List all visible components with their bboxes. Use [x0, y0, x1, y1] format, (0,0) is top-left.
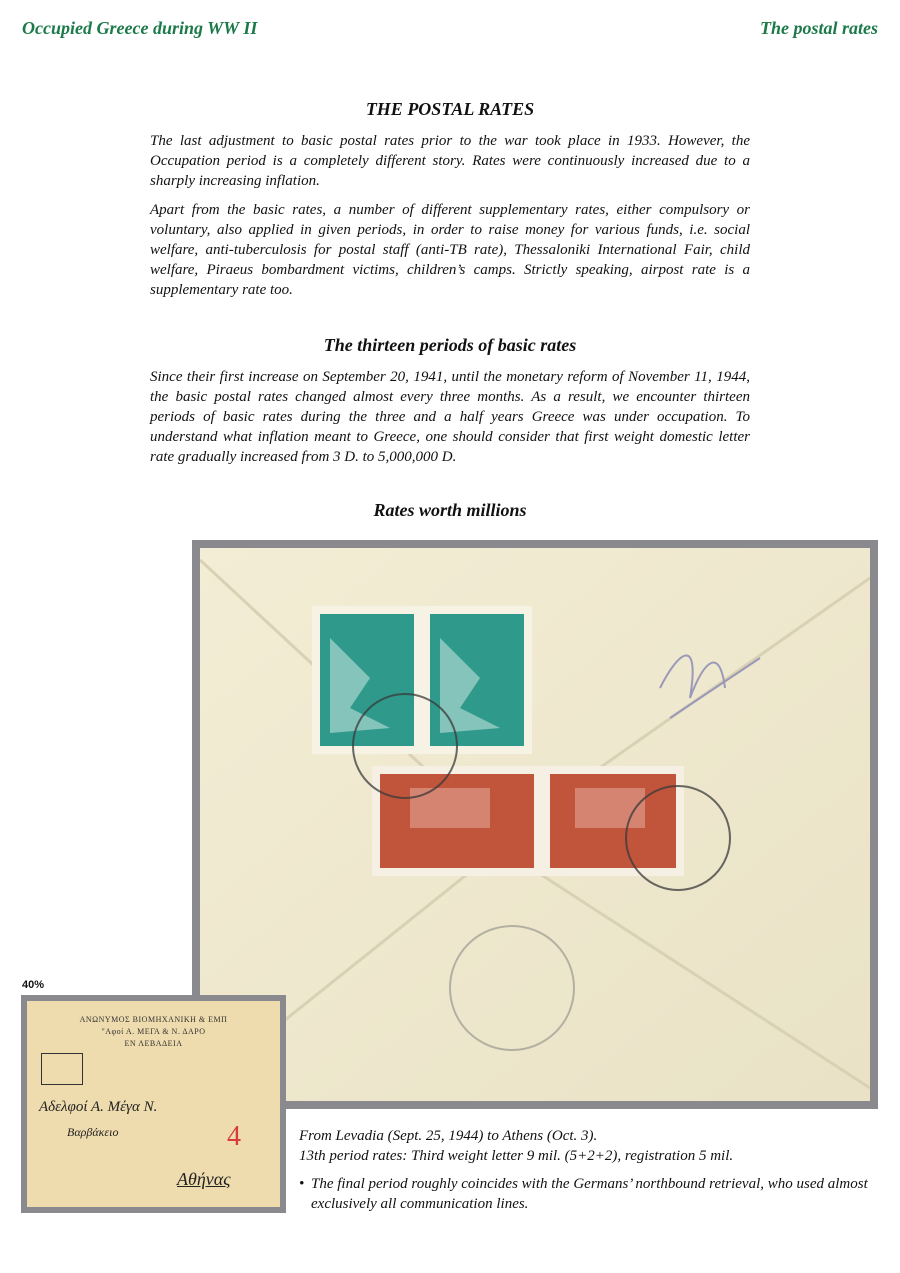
cover-back-frame [192, 540, 878, 1109]
cover-back-image [200, 548, 870, 1101]
thumbnail-address-line2: Βαρβάκειο [67, 1125, 119, 1139]
section-title-rates-worth-millions: Rates worth millions [373, 500, 527, 520]
bullet-dot-icon: • [299, 1176, 305, 1192]
section-title-thirteen-periods: The thirteen periods of basic rates [323, 335, 577, 355]
cover-illustration [200, 548, 870, 1101]
red-pencil-mark: 4 [227, 1121, 241, 1152]
thumbnail-address-line3: Αθήνας [177, 1169, 231, 1189]
thumbnail-sender-line2: "Αφοί Α. ΜΕΓΑ & Ν. ΔΑΡΟ [101, 1027, 206, 1036]
caption-line2: 13th period rates: Third weight letter 9 mil. (5+2+2), registration 5 mil. [299, 1148, 734, 1164]
header-title-left: Occupied Greece during WW II [22, 18, 258, 38]
thumbnail-scale-label: 40% [22, 979, 45, 991]
header-title-right: The postal rates [759, 18, 878, 38]
intro-paragraph: The last adjustment to basic postal rates prior to the war took place in 1933. However, the Occupation period is a completely different story. Rates were continuously increased due to a sharply increasing inflation. [150, 133, 750, 189]
stamp-red-left [372, 766, 542, 876]
thumbnail-sender-line3: ΕΝ ΛΕΒΑΔΕΙΑ [124, 1039, 183, 1048]
thirteen-periods-paragraph: Since their first increase on September 20, 1941, until the monetary reform of November 11, 1944, the basic postal rates changed almost every three months. As a result, we encounter thirteen periods of basic rates during the three and a half years Greece was under occupation. To understand what inflation meant to Greece, one should consider that first weight domestic letter rate gradually increased from 3 D. to 5,000,000 D. [150, 369, 750, 465]
caption-bullet-text: The final period roughly coincides with the Germans’ northbound retrieval, who used almost exclusively all communication lines. [311, 1176, 868, 1212]
registration-box [41, 1053, 83, 1085]
thumbnail-address-line1: Αδελφοί Α. Μέγα Ν. [39, 1099, 158, 1115]
thumbnail-sender-line1: ΑΝΩΝΥΜΟΣ ΒΙΟΜΗΧΑΝΙΚΗ & ΕΜΠ [79, 1015, 228, 1024]
stamp-red-right [542, 766, 684, 876]
stamp-teal-left [312, 606, 422, 754]
caption-bullet [299, 1174, 879, 1214]
stamp-teal-right [422, 606, 532, 754]
supplementary-rates-paragraph: Apart from the basic rates, a number of different supplementary rates, either compulsory or voluntary, also applied in given periods, in order to raise money for various funds, i.e. social welfare, anti-tuberculosis for postal staff (anti-TB rate), Thessaloniki International Fair, child welfare, Piraeus bombardment victims, children’s camps. Strictly speaking, airpost rate is a supplementary rate too. [150, 202, 750, 298]
cover-front-thumbnail-frame [21, 995, 286, 1213]
section-title-postal-rates: THE POSTAL RATES [365, 99, 535, 119]
caption-line1: From Levadia (Sept. 25, 1944) to Athens (Oct. 3). [299, 1128, 598, 1144]
cover-front-thumbnail [27, 1001, 280, 1207]
